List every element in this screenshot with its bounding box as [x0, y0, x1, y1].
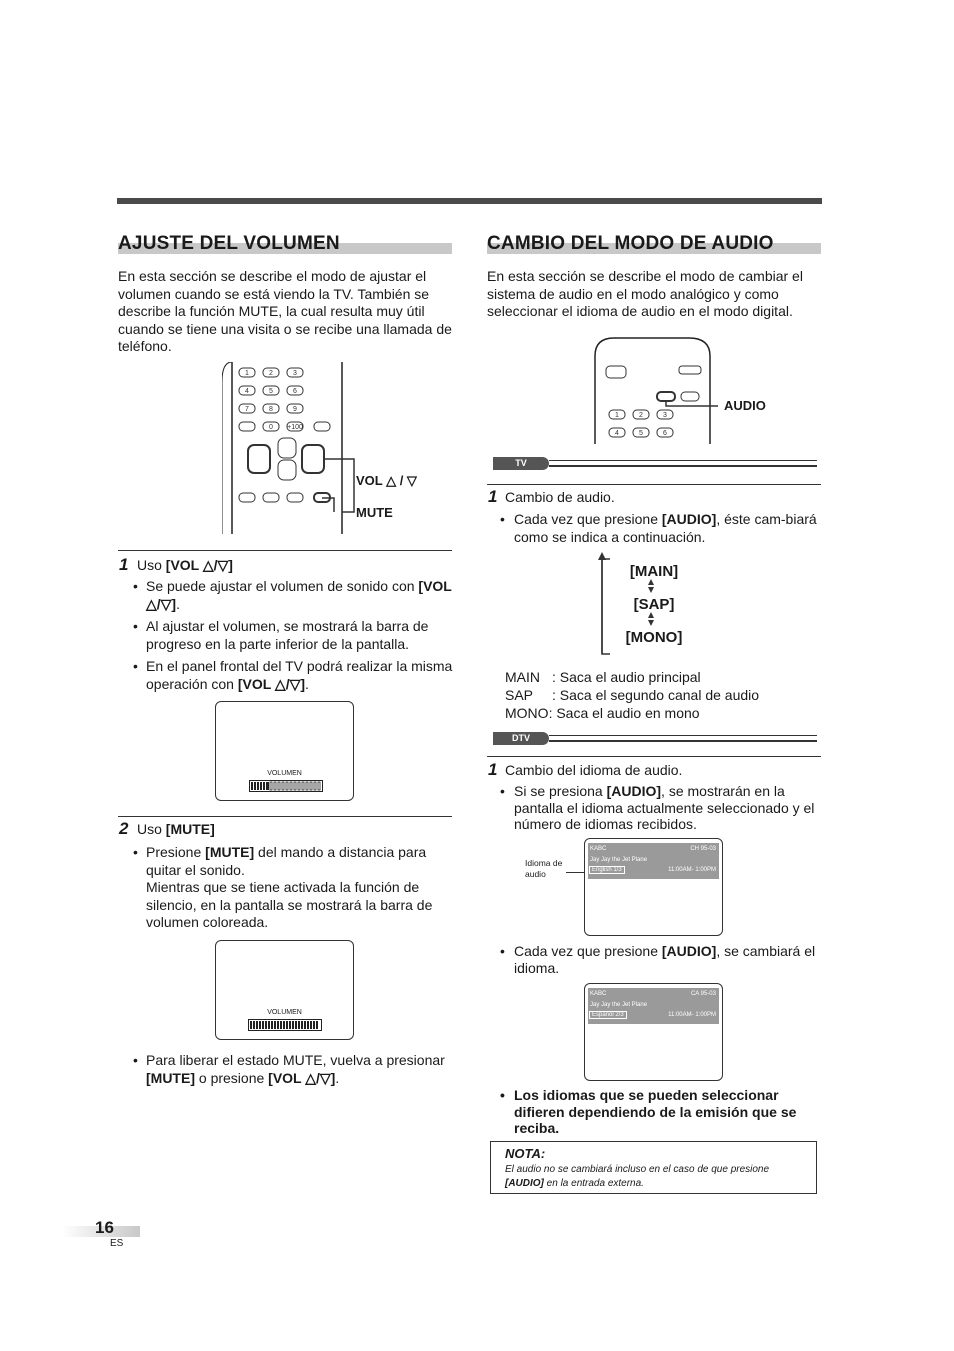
remote-illustration-audio — [594, 336, 719, 446]
idioma-callout: Idioma de audio — [525, 858, 563, 879]
tv-screen-mute — [215, 940, 354, 1040]
osd-language: English 1/3 — [589, 866, 625, 874]
audio-callout: AUDIO — [724, 398, 766, 413]
mode-def-main: MAIN : Saca el audio principal — [505, 669, 701, 685]
language-code: ES — [110, 1238, 124, 1249]
tv-screen-volume — [215, 701, 354, 801]
svg-text:7: 7 — [245, 406, 249, 413]
osd-time: 11:00AM- 1:00PM — [668, 867, 716, 873]
left-step2-label: Uso [MUTE] — [137, 821, 215, 837]
osd-channel-2: CA 95-03 — [690, 991, 716, 997]
left-step2-num: 2 — [119, 819, 129, 838]
svg-text:4: 4 — [615, 430, 619, 437]
svg-text:2: 2 — [639, 412, 643, 419]
osd-station-2: KABC — [590, 991, 607, 997]
svg-text:9: 9 — [293, 406, 297, 413]
volume-bar — [249, 780, 323, 792]
svg-text:3: 3 — [663, 412, 667, 419]
tv-step1-num: 1 — [488, 487, 498, 506]
left-step1-num: 1 — [119, 555, 129, 574]
volume-label: VOLUMEN — [267, 770, 302, 777]
right-intro: En esta sección se describe el modo de cambiar el sistema de audio en el modo analógico y como seleccionar el idioma de audio en el modo digital. — [487, 268, 803, 320]
mode-def-sap: SAP : Saca el segundo canal de audio — [505, 687, 760, 703]
osd-language-2: Español 2/3 — [589, 1011, 627, 1019]
top-rule — [117, 198, 822, 204]
tv-screen-osd-1 — [584, 838, 723, 936]
mute-callout: MUTE — [356, 505, 393, 520]
dtv-step1-label: Cambio del idioma de audio. — [505, 762, 683, 778]
tv-screen-osd-2 — [584, 983, 723, 1081]
dtv-tag: DTV — [493, 732, 549, 745]
svg-text:0: 0 — [269, 424, 273, 431]
svg-text:1: 1 — [615, 412, 619, 419]
osd-time-2: 11:00AM- 1:00PM — [668, 1012, 716, 1018]
right-divider-1 — [487, 484, 821, 485]
osd-program-2: Jay Jay the Jet Plane — [590, 1002, 648, 1008]
arrow-down-icon-2 — [648, 620, 654, 626]
osd-channel: CH 95-03 — [690, 846, 716, 852]
mode-main: [MAIN] — [629, 563, 679, 580]
left-step1-bullet3: • En el panel frontal del TV podrá realizar la misma operación con [VOL △/▽]. — [133, 658, 453, 692]
arrow-down-icon — [648, 587, 654, 593]
volume-label-mute: VOLUMEN — [267, 1009, 302, 1016]
svg-text:1: 1 — [245, 370, 249, 377]
svg-text:5: 5 — [269, 388, 273, 395]
nota-title: NOTA: — [505, 1146, 546, 1161]
svg-text:6: 6 — [293, 388, 297, 395]
volume-bar-colored — [248, 1019, 322, 1031]
dtv-mode-bar — [493, 732, 817, 746]
left-divider-1 — [118, 550, 452, 551]
osd-station: KABC — [590, 846, 607, 852]
dtv-step1-bullet2: • Cada vez que presione [AUDIO], se cambiará el idioma. — [500, 943, 816, 976]
tv-step1-label: Cambio de audio. — [505, 489, 615, 505]
left-step2-bullet2: • Para liberar el estado MUTE, vuelva a presionar [MUTE] o presione [VOL △/▽]. — [133, 1052, 445, 1086]
svg-text:5: 5 — [639, 430, 643, 437]
right-section-title: CAMBIO DEL MODO DE AUDIO — [487, 233, 821, 255]
nota-box — [490, 1141, 817, 1194]
left-step2-bullet1: • Presione [MUTE] del mando a distancia para quitar el sonido. Mientras que se tiene activada la función de silencio, en la pantalla se mostrará la barra de volumen coloreada. — [133, 844, 433, 931]
svg-text:3: 3 — [293, 370, 297, 377]
left-step1-bullet2: • Al ajustar el volumen, se mostrará la barra de progreso en la parte inferior de la pantalla. — [133, 618, 429, 652]
left-step1-label: Uso [VOL △/▽] — [137, 557, 233, 573]
vol-callout: VOL △ / ▽ — [356, 473, 417, 488]
svg-text:+100: +100 — [287, 424, 303, 431]
dtv-step1-bullet3: • Los idiomas que se pueden seleccionar difieren dependiendo de la emisión que se reciba. — [500, 1087, 797, 1136]
left-step1-bullet1: • Se puede ajustar el volumen de sonido con [VOL △/▽]. — [133, 578, 452, 612]
dtv-step1-num: 1 — [488, 760, 498, 779]
dtv-step1-bullet1: • Si se presiona [AUDIO], se mostrarán en la pantalla el idioma actualmente seleccionado y el número de idiomas recibidos. — [500, 783, 815, 832]
page-number: 16 — [95, 1218, 114, 1237]
mode-mono: [MONO] — [625, 629, 683, 646]
tv-step1-bullet: • Cada vez que presione [AUDIO], éste cam-biará como se indica a continuación. — [500, 511, 817, 545]
osd-program: Jay Jay the Jet Plane — [590, 857, 648, 863]
svg-text:8: 8 — [269, 406, 273, 413]
right-divider-2 — [487, 756, 821, 757]
left-section-title: AJUSTE DEL VOLUMEN — [118, 233, 452, 255]
svg-text:6: 6 — [663, 430, 667, 437]
nota-text: El audio no se cambiará incluso en el caso de que presione [AUDIO] en la entrada externa. — [505, 1164, 770, 1189]
left-intro: En esta sección se describe el modo de ajustar el volumen cuando se está viendo la TV. También se describe la función MUTE, la cual resulta muy útil cuando se tiene una visita o se recibe una llamada de teléfono. — [118, 268, 452, 355]
mode-sap: [SAP] — [633, 596, 675, 613]
mode-def-mono: MONO: Saca el audio en mono — [505, 705, 700, 721]
svg-text:4: 4 — [245, 388, 249, 395]
tv-mode-bar — [493, 457, 817, 471]
svg-text:2: 2 — [269, 370, 273, 377]
cycle-arrow-up-icon — [598, 552, 606, 560]
tv-tag: TV — [493, 457, 549, 470]
left-divider-2 — [118, 816, 452, 817]
